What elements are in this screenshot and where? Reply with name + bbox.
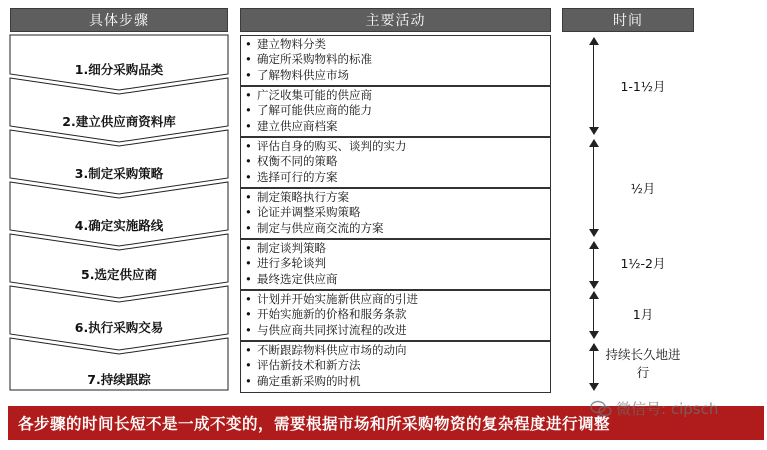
duration-arrow-4 (593, 292, 594, 338)
activity-item: • 建立供应商档案 (245, 118, 338, 133)
activity-item: • 评估自身的购买、谈判的实力 (245, 139, 407, 153)
step-label-6: 6.执行采购交易 (74, 320, 164, 335)
step-label-7: 7.持续跟踪 (87, 372, 151, 387)
activity-item: • 确定所采购物料的标准 (245, 52, 372, 67)
wechat-watermark (590, 398, 718, 419)
activity-item: • 选择可行的方案 (245, 169, 338, 184)
step-label-4: 4.确定实施路线 (74, 218, 164, 233)
activity-item: • 最终选定供应商 (245, 271, 338, 286)
activity-item: • 开始实施新的价格和服务条款 (245, 307, 407, 322)
activity-item: • 进行多轮谈判 (245, 256, 326, 271)
step-label-2: 2.建立供应商资料库 (62, 114, 176, 129)
activity-item: • 广泛收集可能的供应商 (245, 88, 372, 102)
step-label-3: 3.制定采购策略 (74, 166, 164, 181)
duration-label-5: 持续长久地进行 (605, 347, 681, 380)
duration-label-1: 1-1½月 (620, 79, 666, 94)
duration-label-2: ½月 (630, 181, 656, 196)
activity-item: • 制定与供应商交流的方案 (245, 220, 384, 235)
duration-arrow-3 (593, 242, 594, 288)
activity-item: • 与供应商共同探讨流程的改进 (245, 322, 407, 337)
time-column-header: 时间 (562, 8, 694, 32)
activity-box-5 (240, 239, 551, 290)
step-chevron-flow (9, 34, 231, 394)
activity-item: • 制定谈判策略 (245, 241, 326, 255)
watermark-text: 微信号: cipsch (616, 400, 719, 418)
duration-arrow-1 (593, 38, 594, 134)
step-label-5: 5.选定供应商 (81, 267, 157, 282)
footer-banner: 各步骤的时间长短不是一成不变的，需要根据市场和所采购物资的复杂程度进行调整 (8, 406, 764, 440)
activity-box-4 (240, 188, 551, 239)
activity-item: • 评估新技术和新方法 (245, 358, 361, 373)
activities-column-header: 主要活动 (240, 8, 551, 32)
activity-box-7 (240, 341, 551, 393)
step-label-1: 1.细分采购品类 (74, 62, 164, 77)
activity-item: • 建立物料分类 (245, 37, 326, 51)
activity-item: • 制定策略执行方案 (245, 190, 349, 204)
activity-item: • 论证并调整采购策略 (245, 205, 361, 220)
activity-item: • 确定重新采购的时机 (245, 373, 361, 388)
activity-box-1 (240, 35, 551, 86)
activity-box-2 (240, 86, 551, 137)
duration-arrow-2 (593, 140, 594, 236)
wechat-icon (590, 400, 612, 418)
activity-box-6 (240, 290, 551, 341)
duration-arrow-5 (593, 344, 594, 390)
activity-item: • 不断跟踪物料供应市场的动向 (245, 343, 407, 357)
steps-column-header: 具体步骤 (10, 8, 228, 32)
activity-item: • 权衡不同的策略 (245, 154, 338, 169)
duration-label-3: 1½-2月 (620, 256, 666, 271)
activity-item: • 了解可能供应商的能力 (245, 103, 372, 118)
activity-item: • 了解物料供应市场 (245, 67, 349, 82)
activity-box-3 (240, 137, 551, 188)
activity-item: • 计划并开始实施新供应商的引进 (245, 292, 418, 306)
duration-label-4: 1月 (632, 307, 654, 322)
